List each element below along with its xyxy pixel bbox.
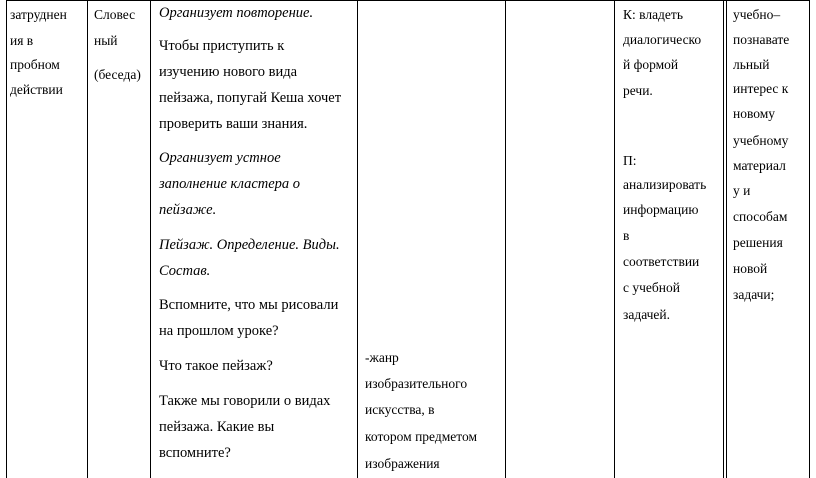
cell-text-line: интерес к (733, 81, 789, 96)
cell-text-line: пробном (10, 57, 60, 72)
cell-text-line: пейзажа. Какие вы (159, 419, 275, 435)
column-divider-3 (357, 0, 358, 478)
cell-text-line: ия в (10, 33, 34, 48)
cell-text-line: действии (10, 82, 63, 97)
cell-text-line: П: (623, 153, 637, 168)
cell-text-line: информацию (623, 202, 699, 217)
cell-text-line: анализировать (623, 177, 707, 192)
cell-text-line: (беседа) (94, 67, 141, 82)
column-divider-1 (87, 0, 88, 478)
column-divider-6b (726, 0, 727, 478)
cell-text-line: изучению нового вида (159, 64, 298, 80)
column-divider-2 (150, 0, 151, 478)
cell-text-line: искусства, в (365, 402, 435, 417)
cell-text-line: с учебной (623, 280, 680, 295)
cell-text-line: решения (733, 235, 783, 250)
cell-italic-line: заполнение кластера о (159, 176, 301, 192)
cell-text-line: изобразительного (365, 376, 468, 391)
cell-italic-line: Пейзаж. Определение. Виды. (159, 237, 340, 253)
table-border-left (6, 0, 7, 478)
cell-text-line: на прошлом уроке? (159, 323, 279, 339)
table-top-border (6, 0, 810, 1)
cell-text-line: ный (94, 33, 118, 48)
cell-text-line: изображения (365, 456, 440, 471)
table-border-right (809, 0, 810, 478)
cell-italic-line: Организует повторение. (159, 5, 314, 21)
column-divider-5 (614, 0, 615, 478)
cell-text-line: учебному (733, 133, 789, 148)
cell-text-line: затруднен (10, 7, 67, 22)
cell-text-line: Словес (94, 7, 136, 22)
cell-text-line: проверить ваши знания. (159, 116, 308, 132)
cell-text-line: й формой (623, 57, 679, 72)
cell-text-line: учебно– (733, 7, 781, 22)
cell-text-line: новому (733, 106, 776, 121)
cell-text-line: Также мы говорили о видах (159, 393, 331, 409)
cell-text-line: вспомните? (159, 445, 231, 461)
cell-text-line: речи. (623, 83, 653, 98)
cell-text-line: льный (733, 57, 770, 72)
cell-text-line: диалогическо (623, 32, 702, 47)
cell-text-line: Чтобы приступить к (159, 38, 285, 54)
cell-text-line: у и (733, 183, 751, 198)
cell-text-line: К: владеть (623, 7, 683, 22)
cell-text-line: пейзажа, попугай Кеша хочет (159, 90, 342, 106)
cell-text-line: -жанр (365, 350, 399, 365)
cell-text-line: соответствии (623, 254, 700, 269)
cell-text-line: новой (733, 261, 768, 276)
cell-text-line: Что такое пейзаж? (159, 358, 273, 374)
cell-text-line: задачи; (733, 287, 775, 302)
cell-text-line: Вспомните, что мы рисовали (159, 297, 339, 313)
cell-text-line: способам (733, 209, 788, 224)
cell-italic-line: Состав. (159, 263, 211, 279)
column-divider-4 (505, 0, 506, 478)
cell-text-line: материал (733, 158, 786, 173)
cell-text-line: задачей. (623, 307, 671, 322)
cell-italic-line: Организует устное (159, 150, 281, 166)
cell-text-line: познавате (733, 32, 790, 47)
column-divider-6 (723, 0, 724, 478)
cell-text-line: котором предметом (365, 429, 478, 444)
cell-text-line: в (623, 228, 630, 243)
cell-italic-line: пейзаже. (159, 202, 217, 218)
